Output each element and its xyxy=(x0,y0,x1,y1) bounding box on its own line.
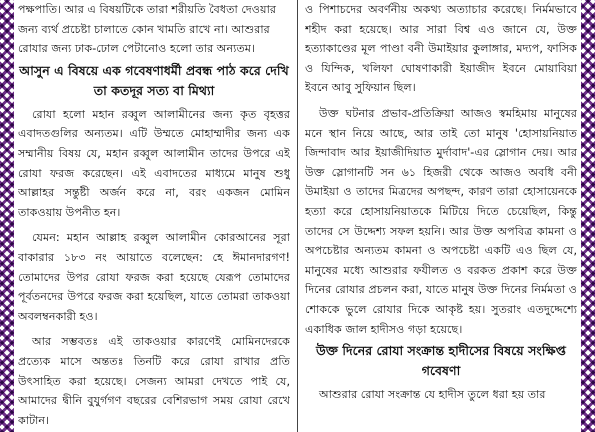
section-heading: আসুন এ বিষয়ে এক গবেষণাধর্মী প্রবন্ধ পাঠ করে দেখি তা কতদূর সত্য বা মিথ্যা xyxy=(19,62,289,98)
paragraph-top-line-3: রোযার জন্য ঢাক-ঢোল পেটানোও হলো তার অন্যতম। xyxy=(18,42,256,56)
article-page xyxy=(18,0,577,432)
column-divider xyxy=(297,0,298,432)
section-heading: উক্ত দিনের রোযা সংক্রান্ত হাদীসের বিষয়ে সংক্ষিপ্ত গবেষণা xyxy=(316,343,566,379)
right-decorative-border xyxy=(581,0,595,432)
paragraph: রোযা হলো মহান রব্বুল আলামীনের জন্য কৃত বৃহত্তর এবাদতগুলির অন্যতম। এটি উম্মতে মোহাম্মাদীর জন্য এক সম্মানীয় বিষয় যে, মহান রব্বুল আলামীন তাদের উপরে এই রোযা ফরজ করেছেন। এই এবাদতের মাধ্যমে মানুষ শুধু আল্লাহর সন্তুষ্টী অর্জন করে না, বরং একজন মোমিন তাকওয়ায় উপনীত হন। xyxy=(18,107,290,219)
paragraph: ও পিশাচদের অবর্ণনীয় অকথ্য অত্যাচার করেছে। নির্মমভাবে শহীদ করা হয়েছে। আর সারা বিশ্ব এও জানে যে, উক্ত হত্যাকাণ্ডের মূল পাণ্ডা বনী উমাইয়ার কুলাঙ্গার, মদ্যপ, ফাসিক ও যিন্দিক, খলিফা ঘোষণাকারী ইয়াজীদ ইবনে মোয়াবিয়া ইবনে আবু সুফিয়ান ছিল। xyxy=(305,3,577,95)
left-decorative-border xyxy=(0,0,14,432)
paragraph-top-line-2: জন্য ব্যর্থ প্রচেষ্টা চালাতে কোন খামতি রাখে না। আশুরার xyxy=(18,22,270,36)
paragraph: উক্ত ঘটনার প্রভাব-প্রতিক্রিয়া আজও স্বমহিমায় মানুষের মনে স্থান নিয়ে আছে, আর তাই তো মানুষ 'হোসায়নিয়াত জিন্দাবাদ আর ইয়াজীদিয়াত মুর্দাবাদ'-এর স্লোগান দেয়। আর উক্ত স্লোগানটি সন ৬১ হিজরী থেকে আজও অবধি বনী উমাইয়া ও তাদের মিত্রদের অপছন্দ, কারণ তারা হোসায়েনকে হত্যা করে হোসায়নিয়াতকে মিটিয়ে দিতে চেয়েছিল, কিন্তু তাদের সে উদ্দেশ্য সফল হয়নি। আর উক্ত অপবিত্র কামনা ও অপচেষ্টার অন্যতম কামনা ও অপচেষ্টা একটি এও ছিল যে, মানুষের মধ্যে আশুরার ফযীলত ও বরকত প্রকাশ করে উক্ত দিনের রোযার প্রচলন করা, যাতে মানুষ উক্ত দিনের নির্মমতা ও শোককে ভুলে রোযার দিকে আকৃষ্ট হয়। সুতরাং এতদুদ্দেশ্যে একাধিক জাল হাদীসও গড়া হয়েছে। xyxy=(305,106,577,336)
paragraph-top-line-1: পক্ষপাতি। আর এ বিষয়টিকে তারা শরীয়তি বৈধতা দেওয়ার xyxy=(18,3,276,16)
paragraph: আশুরার রোযা সংক্রান্ত যে হাদীস তুলে ধরা হয় তার xyxy=(319,388,546,402)
paragraph: আর সম্ভবতঃ এই তাকওয়ার কারণেই মোমিনদেরকে প্রত্যেক মাসে অন্ততঃ তিনটি করে রোযা রাখার প্রতি উৎসাহিত করা হয়েছে। সেজন্য আমরা দেখতে পাই যে, আমাদের দ্বীনি বুযুর্গগণ বছরের বেশিরভাগ সময় রোযা রেখে কাটান। xyxy=(18,335,290,427)
left-column xyxy=(18,0,290,432)
paragraph: যেমন: মহান আল্লাহ রব্বুল আলামীন কোরআনের সূরা বাকারার ১৮৩ নং আয়াতে বলেছেন: হে ঈমানদারগণ! তোমাদের উপর রোযা ফরজ করা হয়েছে যেরূপ তোমাদের পূর্বতনদের উপরে ফরজ করা হয়েছিল, যাতে তোমরা তাকওয়া অবলম্বনকারী হও। xyxy=(18,231,290,323)
right-column xyxy=(305,0,577,432)
